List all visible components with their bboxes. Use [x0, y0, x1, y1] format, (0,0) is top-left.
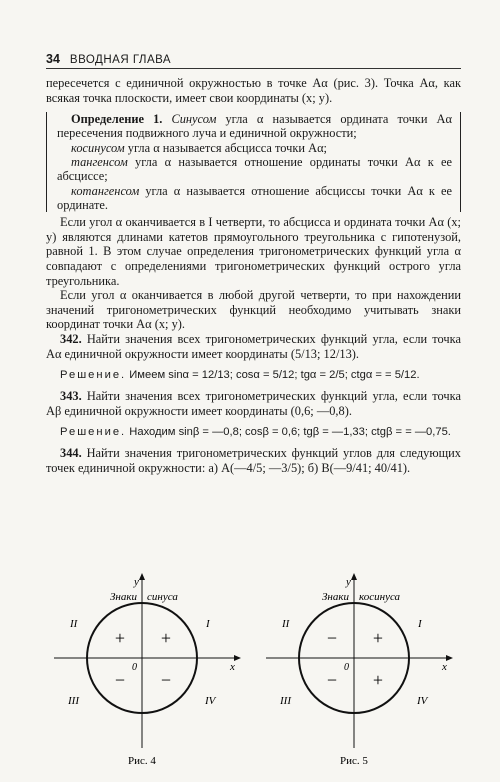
origin-label: 0	[132, 662, 137, 673]
figure-5	[258, 572, 458, 772]
x-axis-arrow	[234, 655, 241, 661]
quadrant-4-label: IV	[417, 695, 428, 707]
definition-tangent-text: угла α называется отношение ординаты точки Aα к ее абсциссе;	[57, 155, 452, 184]
sign-quadrant-4: +	[372, 670, 384, 690]
solution-343	[46, 425, 461, 439]
sign-quadrant-3: −	[326, 670, 338, 690]
solution-343-label: Решение.	[60, 426, 127, 439]
exercise-342-number: 342.	[60, 332, 82, 347]
y-axis-arrow	[351, 573, 357, 580]
definition-box	[46, 112, 461, 212]
solution-343-verb: Находим	[129, 426, 176, 439]
sign-quadrant-1: +	[372, 628, 384, 648]
quadrant-2-label: II	[70, 618, 78, 630]
exercise-343-text: Найти значения всех тригонометрических функций угла, если точка Aβ единичной окружности имеет координаты (0,6; —0,8).	[46, 389, 461, 418]
quadrant-1-label: I	[418, 618, 422, 630]
solution-342-verb: Имеем	[129, 369, 166, 382]
quadrant-3-label: III	[280, 695, 291, 707]
exercise-343	[46, 389, 461, 418]
exercise-344-number: 344.	[60, 446, 82, 461]
running-head	[46, 52, 461, 69]
definition-cosine-text: угла α называется абсцисса точки Aα;	[124, 140, 328, 155]
page-number: 34	[46, 52, 60, 66]
label-znaki: Знаки	[321, 591, 349, 603]
figure-4	[46, 572, 246, 772]
chapter-title: ВВОДНАЯ ГЛАВА	[69, 54, 172, 66]
definition-label: Определение 1.	[71, 112, 163, 127]
axis-x-label: x	[442, 661, 447, 673]
page-body	[46, 52, 461, 476]
solution-342-label: Решение.	[60, 369, 127, 382]
origin-label: 0	[344, 662, 349, 673]
figures	[46, 572, 461, 772]
solution-343-text: sinβ = —0,8; cosβ = 0,6; tgβ = —1,33; ctgβ = = —0,75.	[175, 426, 451, 439]
term-sine: Синусом	[171, 112, 217, 127]
label-sinusa: синуса	[147, 591, 178, 603]
figure-5-caption: Рис. 5	[340, 755, 368, 767]
exercise-344	[46, 446, 461, 475]
sign-quadrant-1: +	[160, 628, 172, 648]
term-cosine: косинусом	[71, 140, 125, 155]
term-cotangent: котангенсом	[71, 183, 140, 198]
exercise-344-text: Найти значения тригонометрических функций углов для следующих точек единичной окружности: а) A(—4/5; —3/5); б) B(—9/41; 40/41).	[46, 446, 461, 475]
y-axis-arrow	[139, 573, 145, 580]
paragraph-2: Если угол α оканчивается в I четверти, то абсцисса и ордината точки Aα (x; y) являются длинами катетов прямоугольного треугольника с гипотенузой, равной 1. В этом случае определения тригонометрических функций угла α совпадают с определениями тригонометрических функций острого угла треугольника.	[46, 215, 461, 288]
quadrant-1-label: I	[206, 618, 210, 630]
label-znaki: Знаки	[109, 591, 137, 603]
definition-cotangent-text: угла α называется отношение абсциссы точки Aα к ее ординате.	[57, 183, 452, 212]
solution-342	[46, 368, 461, 382]
paragraph-1: пересечется с единичной окружностью в точке Aα (рис. 3). Точка Aα, как всякая точка плоскости, имеет свои координаты (x; y).	[46, 76, 461, 105]
definition-cotangent	[57, 184, 452, 213]
definition-cosine	[57, 141, 452, 155]
label-kosinusa: косинуса	[359, 591, 401, 603]
figure-4-caption: Рис. 4	[128, 755, 156, 767]
quadrant-2-label: II	[282, 618, 290, 630]
axis-y-label: y	[346, 576, 351, 588]
solution-342-text: sinα = 12/13; cosα = 5/12; tgα = 2/5; ctgα = = 5/12.	[165, 369, 420, 382]
axis-y-label: y	[134, 576, 139, 588]
exercise-342-text: Найти значения всех тригонометрических функций угла, если точка Aα единичной окружности имеет координаты (5/13; 12/13).	[46, 332, 461, 361]
x-axis-arrow	[446, 655, 453, 661]
definition-sine	[57, 112, 452, 141]
exercise-342	[46, 332, 461, 361]
sign-quadrant-3: −	[114, 670, 126, 690]
sign-quadrant-2: −	[326, 628, 338, 648]
definition-sine-text: угла α называется ордината точки Aα пересечения подвижного луча и единичной окружности;	[57, 112, 452, 141]
sign-quadrant-4: −	[160, 670, 172, 690]
axis-x-label: x	[230, 661, 235, 673]
sign-quadrant-2: +	[114, 628, 126, 648]
quadrant-3-label: III	[68, 695, 79, 707]
definition-tangent	[57, 155, 452, 184]
exercise-343-number: 343.	[60, 389, 82, 404]
term-tangent: тангенсом	[71, 155, 128, 170]
paragraph-3: Если угол α оканчивается в любой другой четверти, то при нахождении значений тригонометрических функций необходимо учитывать знаки координат точки Aα (x; y).	[46, 288, 461, 332]
quadrant-4-label: IV	[205, 695, 216, 707]
